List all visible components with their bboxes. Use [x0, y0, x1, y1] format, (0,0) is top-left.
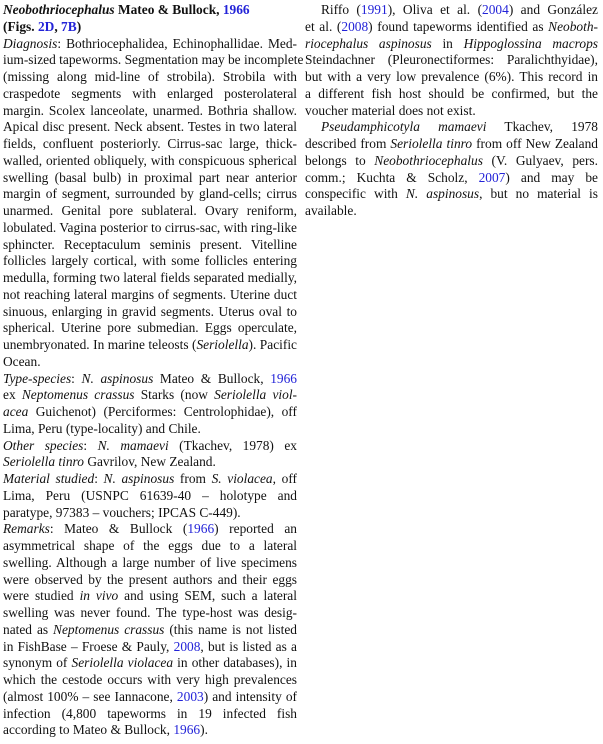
text-span: , — [54, 18, 62, 34]
text-span: N. aspinosus — [81, 370, 154, 386]
text-span: paratype, 97383 – vouchers; IPCAS C-449). — [3, 504, 241, 520]
citation-link[interactable]: 2008 — [173, 638, 201, 654]
text-span: N. mamaevi — [97, 437, 169, 453]
text-line — [3, 86, 297, 103]
text-span: Starks (now — [134, 387, 215, 403]
text-span: margin. Scolex lanceolate, unarmed. Bothria shallow. — [3, 102, 297, 118]
text-span: ) reported an — [214, 521, 297, 537]
text-line — [3, 706, 297, 723]
text-line — [3, 555, 297, 572]
text-line — [3, 454, 297, 471]
text-span: Guichenot) (Perciformes: Centrolophidae), off — [28, 404, 297, 419]
text-span: Apical disc present. Neck absent. Testes in two lateral — [3, 119, 297, 135]
text-line — [305, 136, 598, 153]
text-span: lobulated. Vagina posterior to cirrus-sac, with ring-like — [3, 219, 297, 235]
text-span: acea — [3, 404, 29, 419]
text-span: but with a very low prevalence (6%). This record in — [305, 69, 598, 84]
text-span: spherical. Uterine pore submedian. Eggs operculate, — [3, 320, 297, 336]
text-span: infection (4,800 tapeworms in 19 infected fish — [3, 705, 297, 721]
citation-link[interactable]: 2008 — [341, 18, 369, 34]
text-span: ) — [76, 18, 82, 34]
text-span: Tkachev, 1978 — [486, 119, 598, 135]
text-span: unembryonated. In marine teleosts ( — [3, 337, 197, 352]
text-span: (almost 100% – see Iannacone, — [3, 688, 177, 704]
text-line — [3, 622, 297, 639]
text-span: , off — [272, 471, 297, 486]
text-span: : Mateo & Bullock ( — [49, 521, 188, 537]
text-span: Ocean. — [3, 353, 41, 369]
text-line — [305, 52, 598, 69]
text-span: conspecific with — [305, 186, 406, 202]
citation-link[interactable]: 1966 — [222, 2, 250, 17]
text-span: ) and intensity of — [203, 688, 297, 704]
text-span: : — [83, 437, 98, 453]
text-span: described from — [305, 136, 391, 151]
text-line — [3, 170, 297, 187]
text-line — [3, 287, 297, 304]
text-line — [3, 371, 297, 388]
text-span: Riffo ( — [321, 2, 361, 17]
text-span: in — [431, 35, 464, 51]
text-span: nated as — [3, 621, 54, 637]
text-span: Type-species — [3, 370, 72, 386]
text-span: riocephalus aspinosus — [305, 35, 432, 51]
text-line — [3, 2, 297, 19]
text-span: Lima, Peru (USNPC 61639-40 – holotype and — [3, 487, 297, 503]
text-line — [3, 52, 304, 69]
text-span: were studied — [3, 588, 80, 604]
text-span: Steindachner (Pleuronectiformes: Paralichthyidae), — [305, 52, 598, 68]
text-span: (V. Gulyaev, pers. — [482, 152, 598, 168]
text-line — [3, 320, 297, 337]
text-span: available. — [305, 203, 357, 218]
text-line — [3, 36, 297, 53]
text-span: Material studied — [3, 471, 95, 486]
text-line — [3, 270, 297, 287]
text-line — [305, 86, 598, 103]
text-span: Neobothriocephalus — [3, 2, 115, 17]
text-span: ), Oliva et al. ( — [387, 2, 483, 17]
text-line — [305, 36, 598, 53]
text-span: and using SEM, such a lateral — [118, 588, 297, 604]
text-span: (this name is not listed — [164, 621, 297, 637]
text-span: Neptomenus crassus — [53, 621, 165, 637]
text-line — [3, 488, 297, 505]
text-span: margin of segment, surrounded by gland-cells; cirrus — [3, 186, 297, 202]
text-span: ium-sized tapeworms. Segmentation may be incomplete — [3, 52, 304, 68]
citation-link[interactable]: 2007 — [478, 169, 506, 185]
text-line — [3, 639, 297, 656]
citation-link[interactable]: 7B — [61, 18, 77, 34]
text-span: asymmetrical shape of the eggs due to a lateral — [3, 538, 297, 553]
text-span: Diagnosis — [3, 35, 58, 51]
text-line — [3, 471, 297, 488]
text-span: ). — [200, 722, 208, 738]
text-line — [3, 438, 297, 455]
text-line — [305, 19, 598, 36]
text-line — [3, 538, 297, 555]
text-line — [305, 186, 598, 203]
text-span: Mateo & Bullock, — [153, 370, 271, 386]
text-line — [3, 572, 297, 589]
text-span: craspedote segments with enlarged posterolateral — [3, 85, 297, 101]
text-span: , but no material is — [479, 186, 598, 202]
text-span: from — [174, 471, 212, 486]
text-line — [3, 304, 297, 321]
text-span: Remarks — [3, 521, 50, 537]
text-span: from off New Zealand — [472, 136, 598, 151]
text-line — [305, 153, 598, 170]
text-span: swelling (basal bulb) in proximal part near anterior — [3, 169, 297, 185]
text-line — [3, 203, 297, 220]
text-span: N. aspinosus — [405, 186, 480, 202]
text-span: according to Mateo & Bullock, — [3, 722, 174, 738]
text-span: not reaching lateral margins of segments. Uterine duct — [3, 286, 297, 302]
text-span: ex — [3, 387, 22, 403]
text-span: Pseudamphicotyla mamaevi — [321, 119, 487, 135]
text-span: Neobothriocephalus — [374, 152, 483, 168]
text-span: synonym of — [3, 655, 72, 671]
text-line — [3, 521, 297, 538]
text-span: belongs to — [305, 152, 375, 168]
text-span: (missing along mid-line of strobila). Strobila with — [3, 69, 297, 84]
text-line — [3, 237, 297, 254]
text-span: unarmed. Genital pore sublateral. Ovary reniform, — [3, 203, 297, 218]
text-line — [305, 170, 598, 187]
text-span: et al. ( — [305, 18, 342, 34]
text-span: S. violacea — [211, 471, 273, 486]
text-line — [305, 2, 598, 19]
text-span: swelling was never found. The type-host was desig- — [3, 605, 297, 620]
text-span: Seriolella viol- — [214, 387, 298, 403]
text-line — [3, 220, 297, 237]
left-text-column — [3, 2, 304, 739]
text-span: Neptomenus crassus — [21, 387, 135, 403]
text-line — [3, 505, 297, 522]
text-line — [3, 588, 297, 605]
text-span: Hippoglossina macrops — [463, 35, 598, 51]
text-line — [3, 136, 297, 153]
text-span: (Figs. — [3, 18, 38, 34]
right-text-column — [305, 2, 598, 220]
text-span: ) found tapeworms identified as — [368, 18, 549, 34]
text-span: : — [71, 370, 82, 386]
text-span: a different fish host should be confirmed, but the — [305, 85, 598, 101]
text-span: Lima, Peru (type-locality) and Chile. — [3, 420, 201, 436]
text-span: Mateo & Bullock, — [114, 2, 223, 17]
text-span: Other species — [3, 437, 84, 453]
text-line — [3, 186, 297, 203]
text-line — [305, 69, 598, 86]
text-span: ) and González — [508, 2, 598, 17]
text-span: ). Pacific — [248, 337, 297, 352]
text-span: Gavrilov, New Zealand. — [83, 454, 216, 470]
text-line — [3, 387, 297, 404]
text-span: walled, oriented obliquely, with conspicuous spherical — [3, 152, 297, 168]
text-line — [3, 722, 297, 739]
text-span: medulla, forming two lateral fields separated medially, — [3, 270, 297, 285]
text-span: Seriolella tinro — [3, 454, 84, 470]
text-span: Seriolella violacea — [71, 655, 174, 671]
text-span: in vivo — [79, 588, 119, 604]
text-span: comm.; Kuchta & Scholz, — [305, 169, 479, 185]
citation-link[interactable]: 2004 — [482, 2, 509, 17]
text-span: Neoboth- — [548, 18, 598, 34]
text-span: fields, confluent posteriorly. Cirrus-sac large, thick- — [3, 136, 297, 151]
text-line — [3, 404, 297, 421]
text-line — [3, 103, 297, 120]
text-span: in other databases), in — [173, 655, 297, 671]
text-line — [3, 69, 297, 86]
text-line — [3, 119, 297, 136]
text-line — [3, 354, 297, 371]
text-span: (Tkachev, 1978) ex — [168, 437, 298, 453]
citation-link[interactable]: 1991 — [360, 2, 388, 17]
text-span: were observed by the present authors and their eggs — [3, 571, 297, 587]
text-span: Seriolella — [196, 337, 249, 352]
text-span: N. aspinosus — [103, 471, 175, 486]
text-span: which the cestode occurs with very high prevalences — [3, 672, 297, 687]
text-line — [3, 253, 297, 270]
text-span: : Bothriocephalidea, Echinophallidae. Med- — [57, 35, 297, 51]
text-line — [305, 119, 598, 136]
text-line — [3, 337, 297, 354]
text-span: , but is listed as a — [200, 638, 297, 654]
citation-link[interactable]: 1966 — [270, 370, 297, 386]
text-line — [3, 672, 297, 689]
text-line — [305, 203, 598, 220]
text-line — [305, 103, 598, 120]
text-span: sphincter. Receptaculum seminis present. Vitelline — [3, 236, 297, 252]
text-span: ) and may be — [505, 169, 598, 185]
text-line — [3, 655, 297, 672]
text-span: in FishBase – Froese & Pauly, — [3, 638, 174, 654]
text-span: : — [94, 471, 104, 486]
citation-link[interactable]: 2003 — [176, 688, 204, 704]
citation-link[interactable]: 2D — [37, 18, 55, 34]
text-span: follicles largely cortical, with some follicles entering — [3, 253, 297, 269]
text-line — [3, 689, 297, 706]
text-line — [3, 421, 297, 438]
text-line — [3, 605, 297, 622]
text-span: voucher material does not exist. — [305, 102, 476, 118]
text-span: swelling. Although a large number of live specimens — [3, 554, 297, 570]
text-span: sinuous, enlarging in gravid segments. Uterus oval to — [3, 303, 297, 319]
text-line — [3, 153, 297, 170]
citation-link[interactable]: 1966 — [187, 521, 215, 537]
text-span: Seriolella tinro — [390, 136, 473, 151]
text-line — [3, 19, 297, 36]
citation-link[interactable]: 1966 — [173, 722, 201, 738]
